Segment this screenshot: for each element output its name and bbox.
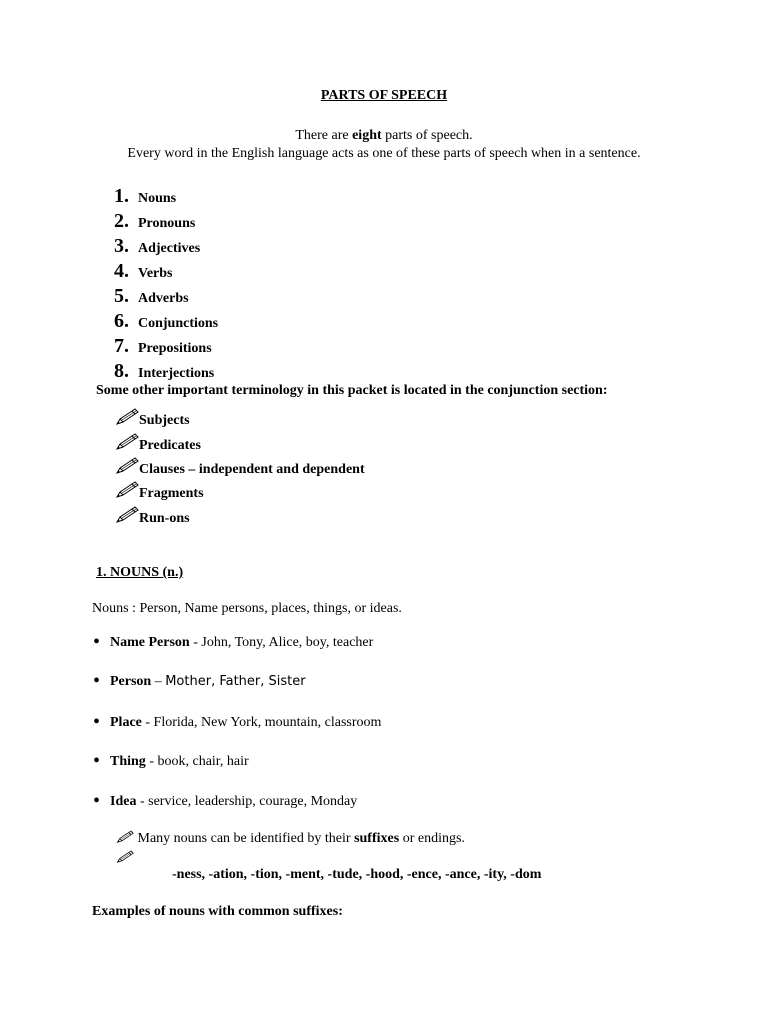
list-item — [115, 408, 190, 430]
nouns-definition: Nouns : Person, Name persons, places, things, or ideas. — [92, 601, 402, 616]
pencil-icon — [115, 408, 139, 426]
pencil-icon — [115, 433, 139, 451]
list-item — [115, 506, 190, 528]
list-number: 4. — [114, 260, 129, 282]
bullet-term: Name Person — [110, 635, 190, 650]
list-item — [115, 481, 204, 503]
list-item — [115, 457, 365, 479]
list-item — [114, 210, 195, 234]
pencil-icon — [115, 481, 139, 499]
list-item — [114, 260, 173, 284]
bullet-dot: • — [93, 631, 101, 653]
list-number: 2. — [114, 210, 129, 232]
terminology-intro: Some other important terminology in this packet is located in the conjunction section: — [96, 383, 608, 398]
bullet-item: • Name Person - John, Tony, Alice, boy, teacher — [93, 631, 374, 653]
list-number: 1. — [114, 185, 129, 207]
list-item — [114, 235, 200, 259]
bullet-examples: John, Tony, Alice, boy, teacher — [201, 635, 374, 650]
suffix-tip: Many nouns can be identified by their suffixes or endings. — [116, 830, 465, 847]
bullet-item: • Thing - book, chair, hair — [93, 750, 249, 772]
list-label: Nouns — [138, 191, 177, 206]
pencil-icon — [116, 850, 134, 864]
list-number: 6. — [114, 310, 129, 332]
list-label: Fragments — [139, 486, 204, 501]
examples-heading: Examples of nouns with common suffixes: — [92, 904, 343, 919]
bullet-examples: book, chair, hair — [157, 754, 249, 769]
bullet-dot: • — [93, 750, 101, 772]
bullet-item: • Person – Mother, Father, Sister — [93, 670, 306, 692]
list-item — [115, 433, 201, 455]
pencil-icon — [115, 506, 139, 524]
list-label: Adjectives — [138, 241, 201, 256]
bullet-item: • Place - Florida, New York, mountain, classroom — [93, 711, 382, 733]
section-heading: 1. NOUNS (n.) — [96, 565, 184, 580]
bullet-dot: • — [93, 670, 101, 692]
list-number: 8. — [114, 360, 129, 382]
bullet-term: Place — [110, 715, 142, 730]
intro-line-1: There are eight parts of speech. — [295, 128, 473, 143]
list-label: Clauses – independent and dependent — [139, 462, 365, 477]
list-label: Interjections — [138, 366, 215, 381]
bullet-item: • Idea - service, leadership, courage, Monday — [93, 790, 358, 812]
list-label: Pronouns — [138, 216, 196, 231]
list-label: Predicates — [139, 438, 201, 453]
bullet-examples: Florida, New York, mountain, classroom — [153, 715, 382, 730]
list-label: Adverbs — [138, 291, 189, 306]
bullet-dot: • — [93, 790, 101, 812]
list-label: Verbs — [138, 266, 173, 281]
list-label: Subjects — [139, 413, 190, 428]
bullet-dot: • — [93, 711, 101, 733]
list-item — [114, 310, 218, 334]
bullet-term: Idea — [110, 794, 137, 809]
bullet-term: Person — [110, 674, 152, 689]
list-item — [114, 285, 189, 309]
pencil-icon — [115, 457, 139, 475]
list-label: Conjunctions — [138, 316, 219, 331]
empty-pencil-line — [116, 850, 134, 867]
pencil-icon — [116, 830, 134, 844]
list-item — [114, 335, 212, 359]
list-label: Run-ons — [139, 511, 190, 526]
list-number: 5. — [114, 285, 129, 307]
list-number: 3. — [114, 235, 129, 257]
bullet-examples: Mother, Father, Sister — [165, 674, 306, 689]
intro-line-2: Every word in the English language acts as one of these parts of speech when in a sentence. — [127, 146, 641, 161]
list-number: 7. — [114, 335, 129, 357]
bullet-term: Thing — [110, 754, 146, 769]
list-label: Prepositions — [138, 341, 212, 356]
suffix-list: -ness, -ation, -tion, -ment, -tude, -hood, -ence, -ance, -ity, -dom — [172, 867, 542, 882]
list-item — [114, 185, 176, 209]
list-item — [114, 360, 214, 384]
bullet-examples: service, leadership, courage, Monday — [148, 794, 358, 809]
page-title: PARTS OF SPEECH — [320, 88, 448, 103]
